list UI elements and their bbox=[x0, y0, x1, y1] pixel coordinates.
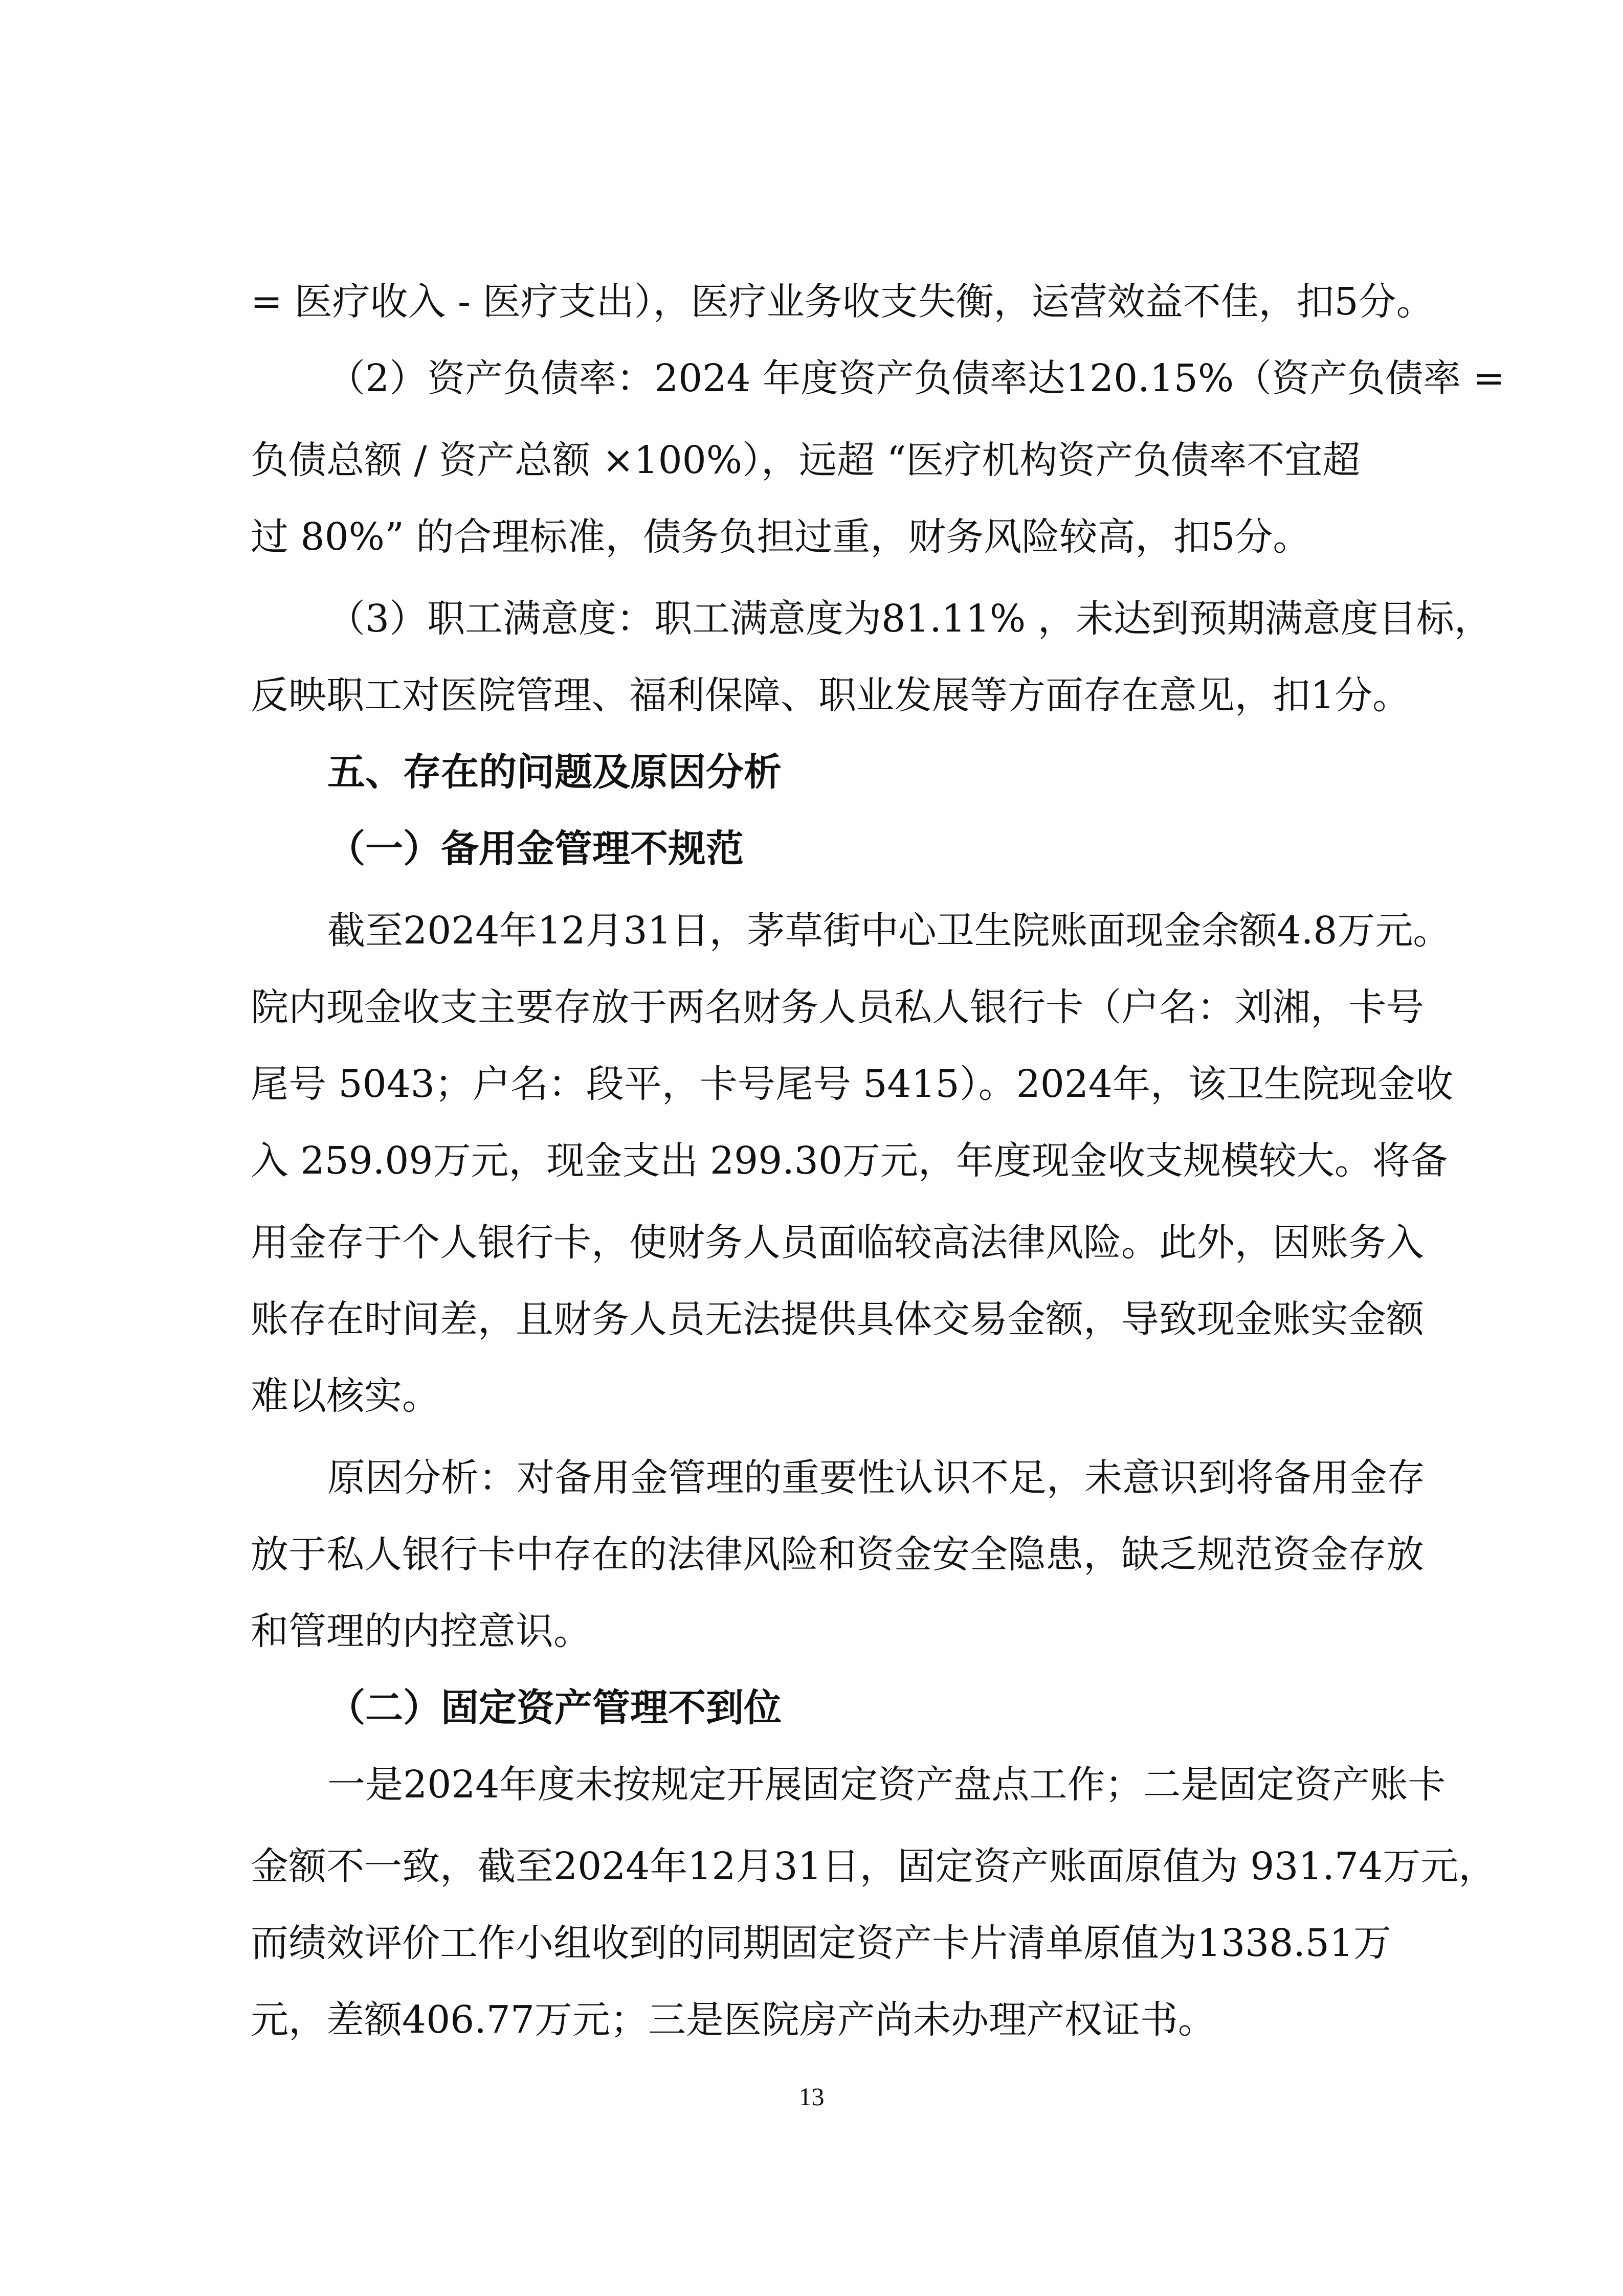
body-line: 院内现金收支主要存放于两名财务人员私人银行卡（户名：刘湘，卡号 bbox=[251, 985, 1424, 1029]
body-line: 和管理的内控意识。 bbox=[251, 1609, 591, 1653]
body-line: 金额不一致，截至2024年12月31日，固定资产账面原值为 931.74万元， bbox=[251, 1844, 1497, 1888]
body-line: 截至2024年12月31日，茅草街中心卫生院账面现金余额4.8万元。 bbox=[327, 909, 1451, 953]
body-line: 一是2024年度未按规定开展固定资产盘点工作；二是固定资产账卡 bbox=[327, 1763, 1446, 1807]
body-line: 元，差额406.77万元；三是医院房产尚未办理产权证书。 bbox=[251, 1998, 1216, 2042]
body-line: 负债总额 / 资产总额 ×100%），远超 “医疗机构资产负债率不宜超 bbox=[251, 438, 1361, 482]
subsection-heading: （一）备用金管理不规范 bbox=[327, 827, 744, 871]
body-line: 用金存于个人银行卡，使财务人员面临较高法律风险。此外，因账务入 bbox=[251, 1221, 1424, 1265]
body-line: 账存在时间差，且财务人员无法提供具体交易金额，导致现金账实金额 bbox=[251, 1297, 1424, 1341]
body-line: 尾号 5043；户名：段平，卡号尾号 5415）。2024年，该卫生院现金收 bbox=[251, 1062, 1454, 1106]
subsection-heading: （二）固定资产管理不到位 bbox=[327, 1686, 782, 1730]
body-line: 过 80%” 的合理标准，债务负担过重，财务风险较高，扣5分。 bbox=[251, 515, 1311, 559]
body-line: = 医疗收入 - 医疗支出），医疗业务收支失衡，运营效益不佳，扣5分。 bbox=[251, 280, 1434, 324]
body-line: 放于私人银行卡中存在的法律风险和资金安全隐患，缺乏规范资金存放 bbox=[251, 1533, 1424, 1577]
body-line: 而绩效评价工作小组收到的同期固定资产卡片清单原值为1338.51万 bbox=[251, 1921, 1392, 1965]
body-line: 反映职工对医院管理、福利保障、职业发展等方面存在意见，扣1分。 bbox=[251, 673, 1411, 717]
body-line: 入 259.09万元，现金支出 299.30万元，年度现金收支规模较大。将备 bbox=[251, 1139, 1448, 1183]
body-line: 难以核实。 bbox=[251, 1374, 440, 1418]
body-line: 原因分析：对备用金管理的重要性认识不足，未意识到将备用金存 bbox=[327, 1456, 1425, 1500]
body-line: （2）资产负债率：2024 年度资产负债率达120.15%（资产负债率 = bbox=[327, 356, 1505, 400]
section-heading: 五、存在的问题及原因分析 bbox=[327, 750, 782, 794]
body-line: （3）职工满意度：职工满意度为81.11% ，未达到预期满意度目标， bbox=[327, 597, 1492, 641]
page-number: 13 bbox=[798, 2082, 825, 2111]
